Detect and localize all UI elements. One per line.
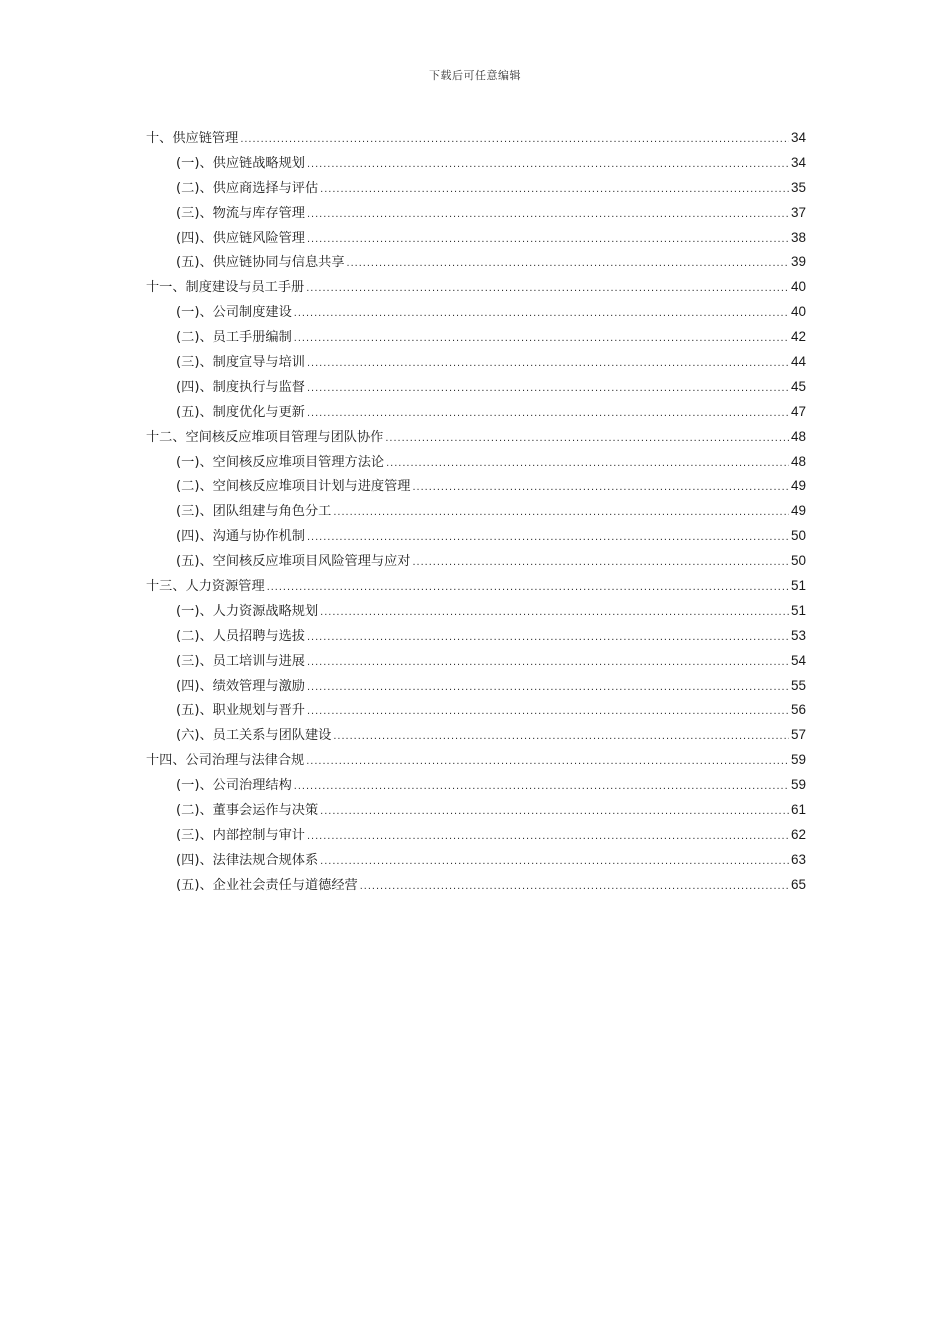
toc-leader-dots xyxy=(320,799,789,824)
toc-entry[interactable] xyxy=(146,674,806,699)
toc-entry-title: 十四、公司治理与法律合规 xyxy=(146,753,305,769)
toc-leader-dots xyxy=(294,326,789,351)
toc-entry-title: (二)、空间核反应堆项目计划与进度管理 xyxy=(176,479,411,495)
toc-leader-dots xyxy=(307,675,789,700)
toc-entry-page-number: 48 xyxy=(790,453,806,469)
toc-entry-title: (四)、供应链风险管理 xyxy=(176,230,305,246)
toc-entry[interactable] xyxy=(146,524,806,549)
toc-entry-page-number: 34 xyxy=(790,130,806,145)
toc-entry-title: (三)、内部控制与审计 xyxy=(176,827,305,843)
toc-entry-page-number: 51 xyxy=(790,602,806,618)
toc-entry-page-number: 37 xyxy=(790,204,806,220)
toc-entry-page-number: 50 xyxy=(790,528,806,544)
toc-leader-dots xyxy=(320,849,789,874)
toc-leader-dots xyxy=(294,301,789,326)
toc-entry[interactable] xyxy=(146,599,806,624)
toc-entry-title: (一)、供应链战略规划 xyxy=(176,155,305,171)
toc-entry-page-number: 56 xyxy=(790,702,806,718)
toc-entry-title: 十、供应链管理 xyxy=(146,131,239,146)
toc-leader-dots xyxy=(347,251,789,276)
toc-leader-dots xyxy=(320,177,789,202)
toc-entry-title: (四)、制度执行与监督 xyxy=(176,379,305,395)
toc-entry[interactable] xyxy=(146,574,806,599)
toc-entry-page-number: 50 xyxy=(790,553,806,569)
toc-entry-title: (五)、企业社会责任与道德经营 xyxy=(176,877,358,893)
toc-leader-dots xyxy=(306,276,789,301)
toc-leader-dots xyxy=(240,127,789,152)
toc-entry[interactable] xyxy=(146,176,806,201)
toc-entry[interactable] xyxy=(146,350,806,375)
toc-entry[interactable] xyxy=(146,425,806,450)
toc-entry-page-number: 53 xyxy=(790,627,806,643)
toc-entry-page-number: 45 xyxy=(790,378,806,394)
toc-entry[interactable] xyxy=(146,474,806,499)
toc-entry-page-number: 62 xyxy=(790,826,806,842)
toc-entry-page-number: 39 xyxy=(790,254,806,270)
toc-leader-dots xyxy=(333,500,789,525)
toc-entry[interactable] xyxy=(146,250,806,275)
toc-entry[interactable] xyxy=(146,798,806,823)
toc-entry[interactable] xyxy=(146,748,806,773)
page-header: 下载后可任意编辑 xyxy=(429,69,521,82)
toc-entry-title: (一)、公司治理结构 xyxy=(176,778,292,794)
toc-entry-page-number: 55 xyxy=(790,677,806,693)
toc-leader-dots xyxy=(307,525,789,550)
toc-entry-title: (一)、空间核反应堆项目管理方法论 xyxy=(176,454,385,470)
toc-entry-title: (二)、供应商选择与评估 xyxy=(176,180,319,196)
toc-entry-title: (五)、制度优化与更新 xyxy=(176,404,305,420)
toc-entry-page-number: 54 xyxy=(790,652,806,668)
toc-entry-page-number: 35 xyxy=(790,179,806,195)
toc-entry-title: (二)、员工手册编制 xyxy=(176,330,292,346)
toc-entry-page-number: 38 xyxy=(790,229,806,245)
toc-entry-page-number: 40 xyxy=(790,304,806,320)
toc-entry-page-number: 51 xyxy=(790,578,806,594)
toc-leader-dots xyxy=(360,874,789,899)
toc-leader-dots xyxy=(307,227,789,252)
toc-leader-dots xyxy=(267,575,789,600)
toc-leader-dots xyxy=(320,600,789,625)
toc-entry-page-number: 49 xyxy=(790,478,806,494)
toc-entry-title: (二)、董事会运作与决策 xyxy=(176,803,319,819)
toc-entry-page-number: 59 xyxy=(790,777,806,793)
toc-entry[interactable] xyxy=(146,375,806,400)
toc-leader-dots xyxy=(307,202,789,227)
toc-entry-title: (五)、职业规划与晋升 xyxy=(176,703,305,719)
toc-entry-page-number: 42 xyxy=(790,329,806,345)
toc-entry[interactable] xyxy=(146,698,806,723)
toc-entry[interactable] xyxy=(146,499,806,524)
toc-entry-page-number: 63 xyxy=(790,851,806,867)
toc-leader-dots xyxy=(307,376,789,401)
toc-entry[interactable] xyxy=(146,823,806,848)
toc-leader-dots xyxy=(307,824,789,849)
toc-entry[interactable] xyxy=(146,649,806,674)
toc-entry-page-number: 57 xyxy=(790,727,806,743)
toc-entry[interactable] xyxy=(146,848,806,873)
toc-entry[interactable] xyxy=(146,773,806,798)
toc-entry-page-number: 47 xyxy=(790,403,806,419)
table-of-contents xyxy=(146,126,806,898)
toc-entry-title: (六)、员工关系与团队建设 xyxy=(176,728,332,744)
toc-entry-title: (四)、法律法规合规体系 xyxy=(176,852,319,868)
toc-entry-page-number: 48 xyxy=(790,428,806,444)
toc-leader-dots xyxy=(307,152,789,177)
toc-leader-dots xyxy=(307,351,789,376)
toc-entry[interactable] xyxy=(146,400,806,425)
toc-leader-dots xyxy=(307,650,789,675)
toc-entry-title: 十三、人力资源管理 xyxy=(146,579,265,595)
toc-leader-dots xyxy=(294,774,789,799)
toc-leader-dots xyxy=(307,401,789,426)
toc-leader-dots xyxy=(306,749,789,774)
toc-entry[interactable] xyxy=(146,126,806,151)
toc-entry-title: (五)、空间核反应堆项目风险管理与应对 xyxy=(176,554,411,570)
toc-entry-title: 十一、制度建设与员工手册 xyxy=(146,280,305,296)
toc-entry-title: (三)、团队组建与角色分工 xyxy=(176,504,332,520)
toc-entry[interactable] xyxy=(146,226,806,251)
toc-entry-title: (三)、制度宣导与培训 xyxy=(176,355,305,371)
toc-entry-page-number: 61 xyxy=(790,802,806,818)
toc-entry-title: (四)、沟通与协作机制 xyxy=(176,529,305,545)
toc-entry-title: (二)、人员招聘与选拔 xyxy=(176,628,305,644)
toc-entry[interactable] xyxy=(146,201,806,226)
toc-entry[interactable] xyxy=(146,450,806,475)
toc-entry-page-number: 44 xyxy=(790,354,806,370)
toc-leader-dots xyxy=(307,625,789,650)
toc-entry-title: 十二、空间核反应堆项目管理与团队协作 xyxy=(146,429,384,445)
toc-entry[interactable] xyxy=(146,275,806,300)
toc-entry-page-number: 65 xyxy=(790,876,806,892)
toc-entry[interactable] xyxy=(146,325,806,350)
toc-leader-dots xyxy=(412,550,788,575)
toc-leader-dots xyxy=(386,451,789,476)
toc-entry[interactable] xyxy=(146,549,806,574)
toc-entry[interactable] xyxy=(146,151,806,176)
toc-leader-dots xyxy=(307,699,789,724)
toc-leader-dots xyxy=(333,724,789,749)
toc-entry-page-number: 34 xyxy=(790,154,806,170)
toc-entry-title: (三)、物流与库存管理 xyxy=(176,205,305,221)
toc-entry[interactable] xyxy=(146,723,806,748)
toc-leader-dots xyxy=(385,426,789,451)
toc-entry-title: (一)、公司制度建设 xyxy=(176,305,292,321)
toc-entry-title: (三)、员工培训与进展 xyxy=(176,653,305,669)
toc-entry[interactable] xyxy=(146,624,806,649)
toc-entry[interactable] xyxy=(146,300,806,325)
toc-entry-page-number: 49 xyxy=(790,503,806,519)
toc-entry-title: (一)、人力资源战略规划 xyxy=(176,603,319,619)
toc-leader-dots xyxy=(412,475,788,500)
toc-entry-page-number: 40 xyxy=(790,279,806,295)
toc-entry-title: (五)、供应链协同与信息共享 xyxy=(176,255,345,271)
toc-entry-page-number: 59 xyxy=(790,752,806,768)
toc-entry[interactable] xyxy=(146,873,806,898)
toc-entry-title: (四)、绩效管理与激励 xyxy=(176,678,305,694)
